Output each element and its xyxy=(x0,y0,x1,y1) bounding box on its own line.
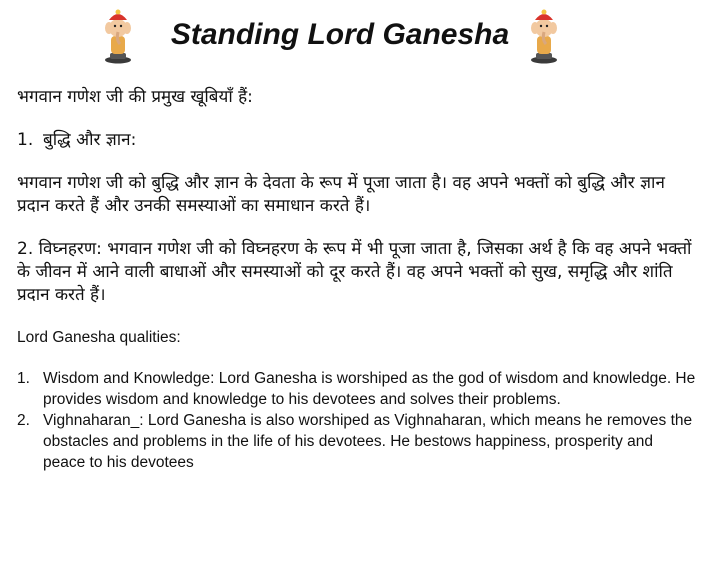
title-row xyxy=(0,6,720,66)
list-number: 1. xyxy=(17,370,30,387)
english-qualities-list xyxy=(17,368,697,473)
hindi-item-1-text: भगवान गणेश जी को बुद्धि और ज्ञान के देवता के रूप में पूजा जाता है। वह अपने भक्तों को बुद्धि और ज्ञान प्रदान करते हैं और उनकी समस्याओं का समाधान करते हैं। xyxy=(17,173,665,216)
ganesha-figurine-icon xyxy=(527,6,561,64)
hindi-item-1-heading-line xyxy=(17,129,697,152)
list-item-text: Vighnaharan_: Lord Ganesha is also worshiped as Vighnaharan, which means he removes the obstacles and problems in the life of his devotees. He bestows happiness, prosperity and peace to his devotees xyxy=(43,412,693,471)
list-item xyxy=(17,368,697,410)
hindi-item-2-text: 2. विघ्नहरण: भगवान गणेश जी को विघ्नहरण के रूप में भी पूजा जाता है, जिसका अर्थ है कि वह अपने भक्तों के जीवन में आने वाली बाधाओं और समस्याओं को दूर करते हैं। वह अपने भक्तों को सुख, समृद्धि और शांति प्रदान करते हैं। xyxy=(17,239,692,305)
list-number: 2. xyxy=(17,412,30,429)
list-item xyxy=(17,410,697,473)
hindi-intro: भगवान गणेश जी की प्रमुख खूबियाँ हैं: xyxy=(17,87,253,107)
list-number: 1. xyxy=(17,130,34,150)
slide-body xyxy=(17,86,697,473)
list-item-text: Wisdom and Knowledge: Lord Ganesha is worshiped as the god of wisdom and knowledge. He provides wisdom and knowledge to his devotees and solves their problems. xyxy=(43,370,696,408)
page-title: Standing Lord Ganesha xyxy=(170,18,510,51)
hindi-item-1-heading: बुद्धि और ज्ञान: xyxy=(43,130,137,150)
english-intro: Lord Ganesha qualities: xyxy=(17,329,181,346)
